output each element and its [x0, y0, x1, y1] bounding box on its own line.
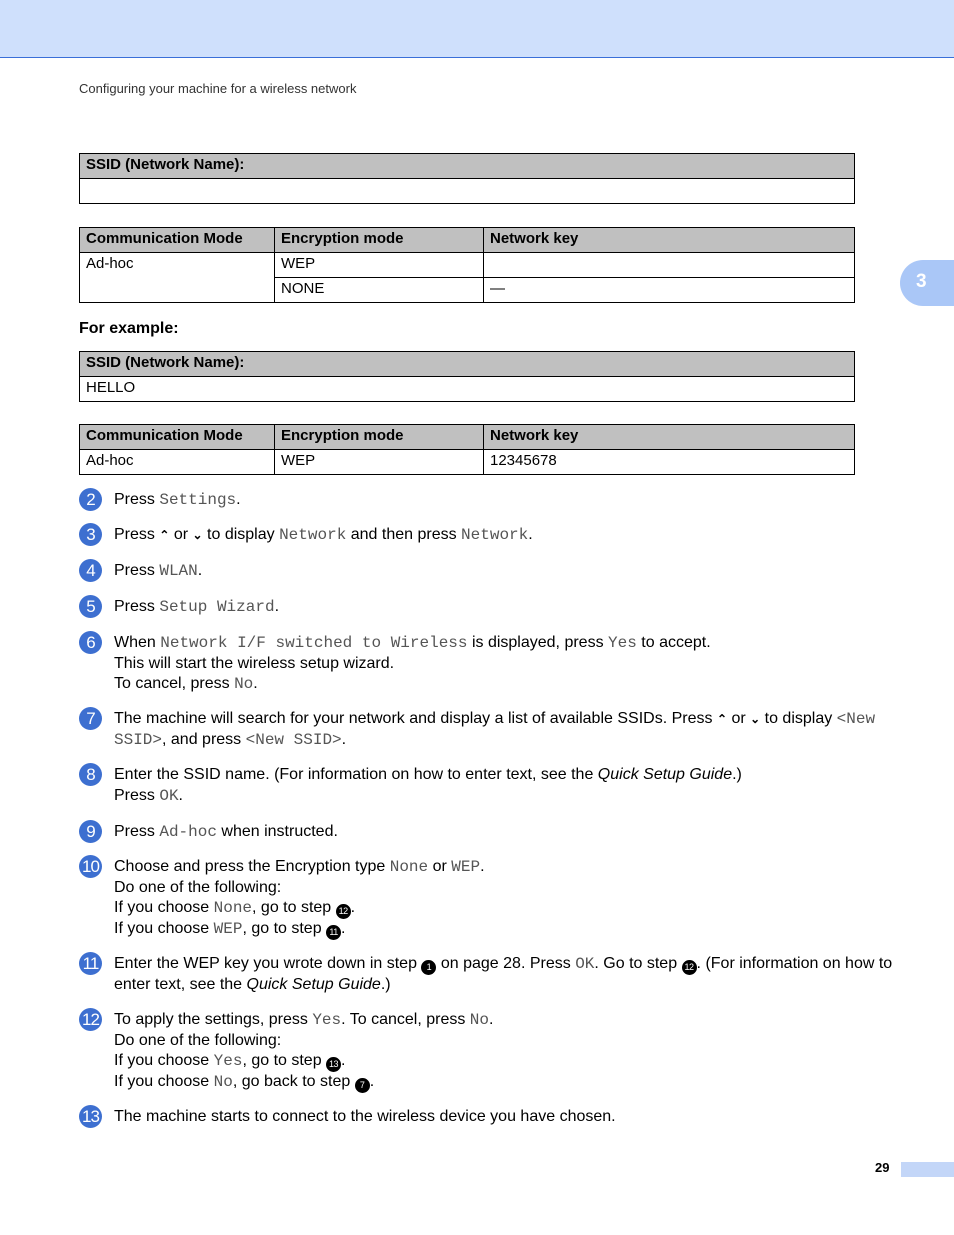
chapter-tab	[900, 260, 954, 306]
cell-key: —	[484, 278, 855, 303]
col-encryption-mode: Encryption mode	[275, 228, 484, 253]
step-number-icon: 9	[79, 820, 102, 843]
running-head: Configuring your machine for a wireless network	[79, 81, 357, 96]
chevron-up-icon: ⌃	[159, 528, 170, 542]
step-text: Choose and press the Encryption type None or WEP. Do one of the following: If you choose None, go to step 12 . If you choose WEP, go to step 11 .	[114, 858, 485, 938]
step-text: The machine will search for your network and display a list of available SSIDs. Press ⌃ or ⌄ to display <New SSID>, and press <New SSID>.	[114, 710, 876, 749]
step-ref-icon: 12	[682, 960, 697, 975]
step-text: Press Ad-hoc when instructed.	[114, 823, 338, 841]
col-network-key: Network key	[484, 228, 855, 253]
step-ref-icon: 1	[421, 960, 436, 975]
col-network-key: Network key	[484, 425, 855, 450]
step-ref-icon: 11	[326, 925, 341, 940]
step-text: Press Settings.	[114, 491, 241, 509]
ssid-table	[79, 153, 855, 204]
step-number-icon: 2	[79, 488, 102, 511]
cell-encryption: WEP	[275, 253, 484, 278]
step-number-icon: 4	[79, 559, 102, 582]
step-ref-icon: 13	[326, 1057, 341, 1072]
step-number-icon: 3	[79, 523, 102, 546]
cell-encryption: WEP	[275, 450, 484, 475]
step-text: Enter the WEP key you wrote down in step 1 on page 28. Press OK. Go to step 12 . (For information on how to enter text, see the Quick Setup Guide.)	[114, 955, 893, 993]
ssid-header: SSID (Network Name):	[80, 352, 855, 377]
step-text: Press WLAN.	[114, 562, 203, 580]
step-text: Enter the SSID name. (For information on how to enter text, see the Quick Setup Guide.) Press OK.	[114, 766, 742, 805]
step-number-icon: 12	[79, 1008, 102, 1031]
mode-table	[79, 227, 855, 303]
page-marker-bar	[901, 1162, 954, 1177]
step-ref-icon: 12	[336, 904, 351, 919]
cell-mode: Ad-hoc	[80, 253, 275, 303]
step-text: When Network I/F switched to Wireless is displayed, press Yes to accept. This will start the wireless setup wizard. To cancel, press No.	[114, 634, 711, 693]
step-number-icon: 11	[79, 952, 102, 975]
chapter-number: 3	[916, 271, 927, 292]
step-number-icon: 7	[79, 707, 102, 730]
ssid-value	[80, 179, 855, 204]
chevron-down-icon: ⌄	[192, 528, 203, 542]
step-text: The machine starts to connect to the wireless device you have chosen.	[114, 1108, 616, 1125]
step-ref-icon: 7	[355, 1078, 370, 1093]
step-number-icon: 5	[79, 595, 102, 618]
cell-encryption: NONE	[275, 278, 484, 303]
col-encryption-mode: Encryption mode	[275, 425, 484, 450]
page-number: 29	[875, 1160, 890, 1175]
step-text: Press Setup Wizard.	[114, 598, 280, 616]
example-mode-table	[79, 424, 855, 475]
chevron-down-icon: ⌄	[750, 712, 761, 726]
cell-mode: Ad-hoc	[80, 450, 275, 475]
step-number-icon: 6	[79, 631, 102, 654]
example-ssid-table	[79, 351, 855, 402]
step-text: Press ⌃ or ⌄ to display Network and then press Network.	[114, 526, 533, 544]
cell-key: 12345678	[484, 450, 855, 475]
step-number-icon: 10	[79, 855, 102, 878]
col-communication-mode: Communication Mode	[80, 425, 275, 450]
step-number-icon: 8	[79, 763, 102, 786]
step-number-icon: 13	[79, 1105, 102, 1128]
for-example-heading: For example:	[79, 320, 179, 337]
col-communication-mode: Communication Mode	[80, 228, 275, 253]
step-text: To apply the settings, press Yes. To cancel, press No. Do one of the following: If you choose Yes, go to step 13 . If you choose No, go back to step 7 .	[114, 1011, 494, 1091]
ssid-value: HELLO	[80, 377, 855, 402]
cell-key	[484, 253, 855, 278]
header-band	[0, 0, 954, 58]
ssid-header: SSID (Network Name):	[80, 154, 855, 179]
chevron-up-icon: ⌃	[716, 712, 727, 726]
